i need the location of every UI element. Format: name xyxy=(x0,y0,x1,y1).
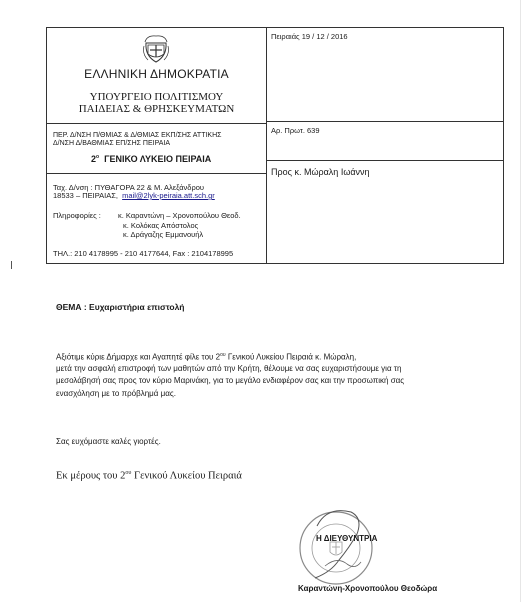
address-line-1: Ταχ. Δ/νση : ΠΥΘΑΓΟΡΑ 22 & Μ. Αλεξάνδρου xyxy=(53,183,205,192)
edge-mark xyxy=(11,261,12,269)
directorate-line-1: ΠΕΡ. Δ/ΝΣΗ Π/ΘΜΙΑΣ & Δ/ΘΜΙΑΣ ΕΚΠ/ΣΗΣ ΑΤΤΙΚΗΣ xyxy=(53,132,222,139)
address-postcode-city: 18533 – ΠΕΙΡΑΙΑΣ, xyxy=(53,191,118,200)
school-ordinal-suffix: ο xyxy=(96,154,100,160)
recipient: Προς κ. Μώραλη Ιωάννη xyxy=(271,167,370,177)
body-line-3: ενασχόληση με το πρόβλημά μας. xyxy=(56,389,176,398)
director-title: Η ΔΙΕΥΘΥΝΤΡΙΑ xyxy=(316,534,378,543)
on-behalf-line xyxy=(56,470,242,482)
salutation xyxy=(56,352,356,362)
info-contact-2: κ. Κολόκας Απόστολος xyxy=(123,221,199,230)
ministry-line-2: ΠΑΙΔΕΙΑΣ & ΘΡΗΣΚΕΥΜΑΤΩΝ xyxy=(78,103,235,115)
place-date: Πειραιάς 19 / 12 / 2016 xyxy=(271,32,348,41)
letterhead-box xyxy=(46,27,504,264)
director-name: Καραντώνη-Χρονοπούλου Θεοδώρα xyxy=(298,584,438,593)
salutation-ordinal-suffix: ου xyxy=(220,352,226,358)
letterhead-divider-vertical xyxy=(266,28,267,264)
info-contact-1: κ. Καραντώνη – Χρονοπούλου Θεοδ. xyxy=(118,211,241,220)
school-ordinal: 2 xyxy=(91,154,97,164)
letterhead-divider-right-1 xyxy=(266,121,504,122)
protocol-number: Αρ. Πρωτ. 639 xyxy=(271,126,320,135)
letterhead-divider-left-1 xyxy=(47,123,266,124)
phone-numbers: ΤΗΛ.: 210 4178995 - 210 4177644, Fax : 2104178995 xyxy=(53,249,234,258)
info-label: Πληροφορίες : xyxy=(53,211,101,220)
republic-name: ΕΛΛΗΝΙΚΗ ΔΗΜΟΚΡΑΤΙΑ xyxy=(84,67,229,81)
ministry-line-1: ΥΠΟΥΡΓΕΙΟ ΠΟΛΙΤΙΣΜΟΥ xyxy=(89,91,224,103)
official-seal-stamp-icon xyxy=(297,504,378,593)
page-edge xyxy=(520,0,521,602)
letterhead-divider-right-2 xyxy=(266,160,504,161)
body-line-1: μετά την ασφαλή επιστροφή των μαθητών από την Κρήτη, θέλουμε να σας ευχαριστήσουμε για τη xyxy=(56,364,402,373)
address-line-2 xyxy=(53,191,215,200)
directorate-line-2: Δ/ΝΣΗ Δ/ΒΑΘΜΙΑΣ ΕΠ/ΣΗΣ ΠΕΙΡΑΙΑ xyxy=(53,140,171,147)
school-name xyxy=(91,154,211,164)
body-line-2: μεσολάβησή σας προς τον κύριο Μαρινάκη, για το μεγάλο ενδιαφέρον σας και την προσωπική σας xyxy=(56,376,405,385)
subject-line: ΘΕΜΑ : Ευχαριστήρια επιστολή xyxy=(56,302,185,312)
on-behalf-text-2: Γενικού Λυκείου Πειραιά xyxy=(131,470,242,482)
salutation-text-1: Αξιότιμε κύριε Δήμαρχε και Αγαπητέ φίλε του 2 xyxy=(56,352,221,362)
email-link[interactable]: mail@2lyk-peiraia.att.sch.gr xyxy=(122,191,215,200)
on-behalf-text-1: Εκ μέρους του 2 xyxy=(56,470,126,482)
on-behalf-ordinal-suffix: ου xyxy=(125,470,132,476)
salutation-text-2: Γενικού Λυκείου Πειραιά κ. Μώραλη, xyxy=(225,352,357,362)
holiday-wishes: Σας ευχόμαστε καλές γιορτές. xyxy=(56,437,161,446)
letterhead-divider-left-2 xyxy=(47,173,266,174)
info-contact-3: κ. Δράγαζης Εμμανουήλ xyxy=(123,230,204,239)
greek-coat-of-arms-icon xyxy=(143,34,169,69)
school-name-text: ΓΕΝΙΚΟ ΛΥΚΕΙΟ ΠΕΙΡΑΙΑ xyxy=(104,154,212,164)
